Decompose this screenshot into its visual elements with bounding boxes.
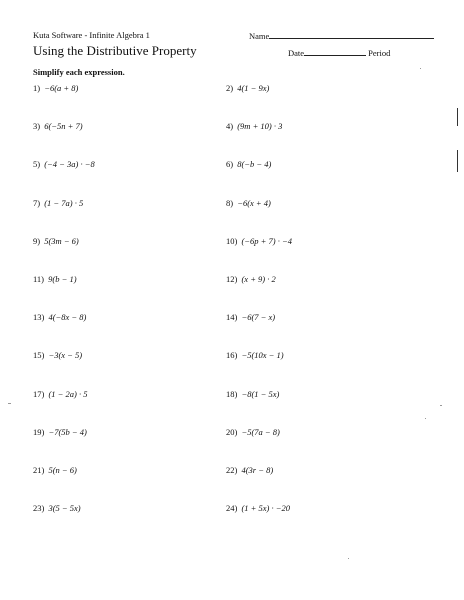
problem-number: 7) [33, 197, 41, 208]
problem-expression: 3(5 − 5x) [48, 503, 81, 514]
problem-24 [226, 503, 290, 513]
scan-speck [8, 403, 11, 404]
problem-20 [226, 427, 280, 437]
worksheet-title: Using the Distributive Property [33, 43, 197, 58]
problem-expression: −7(5b − 4) [48, 426, 87, 437]
problem-number: 4) [226, 121, 234, 132]
problem-expression: (−4 − 3a) · −8 [44, 159, 95, 170]
problem-number: 6) [226, 159, 234, 170]
problem-number: 15) [33, 350, 45, 361]
date-label: Date [288, 48, 305, 58]
problem-12 [226, 274, 276, 284]
margin-mark [457, 108, 458, 126]
period-label: Period [368, 48, 391, 58]
problem-18 [226, 389, 279, 399]
problem-number: 20) [226, 426, 238, 437]
problem-8 [226, 198, 271, 208]
problem-number: 2) [226, 83, 234, 93]
problem-number: 21) [33, 465, 45, 475]
problem-number: 13) [33, 312, 45, 323]
problem-expression: −6(7 − x) [241, 312, 276, 323]
name-field [249, 30, 434, 41]
instructions: Simplify each expression. [33, 67, 125, 77]
scan-speck [425, 418, 426, 419]
problem-number: 18) [226, 388, 238, 399]
problem-number: 5) [33, 159, 41, 170]
problem-number: 24) [226, 503, 238, 514]
publisher-header: Kuta Software - Infinite Algebra 1 [33, 30, 150, 40]
problem-2 [226, 83, 269, 93]
problem-expression: 9(b − 1) [48, 274, 77, 284]
problem-expression: −6(x + 4) [237, 197, 271, 208]
margin-mark [457, 150, 458, 172]
problem-expression: −3(x − 5) [48, 350, 83, 361]
name-line [269, 30, 434, 39]
problem-1 [33, 83, 78, 93]
problem-expression: 4(1 − 9x) [237, 83, 270, 93]
problem-23 [33, 503, 81, 513]
problem-number: 16) [226, 350, 238, 361]
problem-number: 1) [33, 83, 41, 93]
problem-expression: −6(a + 8) [44, 83, 79, 93]
date-line [304, 47, 366, 56]
problem-19 [33, 427, 87, 437]
problem-15 [33, 350, 82, 360]
problem-21 [33, 465, 77, 475]
problem-number: 22) [226, 465, 238, 475]
problem-number: 10) [226, 235, 238, 246]
problem-number: 12) [226, 274, 238, 284]
problem-number: 11) [33, 274, 45, 284]
problem-expression: 4(−8x − 8) [48, 312, 87, 323]
problem-expression: −5(10x − 1) [241, 350, 284, 361]
problem-10 [226, 236, 292, 246]
problem-number: 14) [226, 312, 238, 323]
problem-number: 8) [226, 197, 234, 208]
problem-4 [226, 121, 282, 131]
problem-expression: (9m + 10) · 3 [237, 121, 283, 132]
problem-14 [226, 312, 275, 322]
problem-11 [33, 274, 77, 284]
problem-17 [33, 389, 88, 399]
problem-expression: 6(−5n + 7) [44, 121, 83, 132]
problem-expression: (1 − 7a) · 5 [44, 197, 84, 208]
scan-speck [420, 68, 421, 69]
problem-expression: 5(n − 6) [48, 465, 77, 475]
problem-number: 17) [33, 388, 45, 399]
problem-expression: 4(3r − 8) [241, 465, 274, 475]
name-label: Name [249, 31, 270, 41]
scan-speck [348, 558, 349, 559]
problem-expression: (1 + 5x) · −20 [241, 503, 290, 514]
scan-speck [440, 405, 442, 406]
problem-9 [33, 236, 79, 246]
problem-number: 3) [33, 121, 41, 132]
date-period-field [288, 47, 390, 58]
problem-expression: 8(−b − 4) [237, 159, 272, 170]
problem-number: 23) [33, 503, 45, 514]
problem-expression: (1 − 2a) · 5 [48, 388, 88, 399]
problem-13 [33, 312, 86, 322]
problem-expression: 5(3m − 6) [44, 235, 79, 246]
problem-16 [226, 350, 284, 360]
problem-expression: (−6p + 7) · −4 [241, 235, 292, 246]
problem-expression: (x + 9) · 2 [241, 274, 276, 284]
problem-number: 19) [33, 426, 45, 437]
problem-number: 9) [33, 235, 41, 246]
problem-expression: −5(7a − 8) [241, 426, 280, 437]
problem-6 [226, 159, 271, 169]
problem-expression: −8(1 − 5x) [241, 388, 280, 399]
problem-7 [33, 198, 83, 208]
problem-3 [33, 121, 83, 131]
problem-5 [33, 159, 95, 169]
problem-22 [226, 465, 273, 475]
